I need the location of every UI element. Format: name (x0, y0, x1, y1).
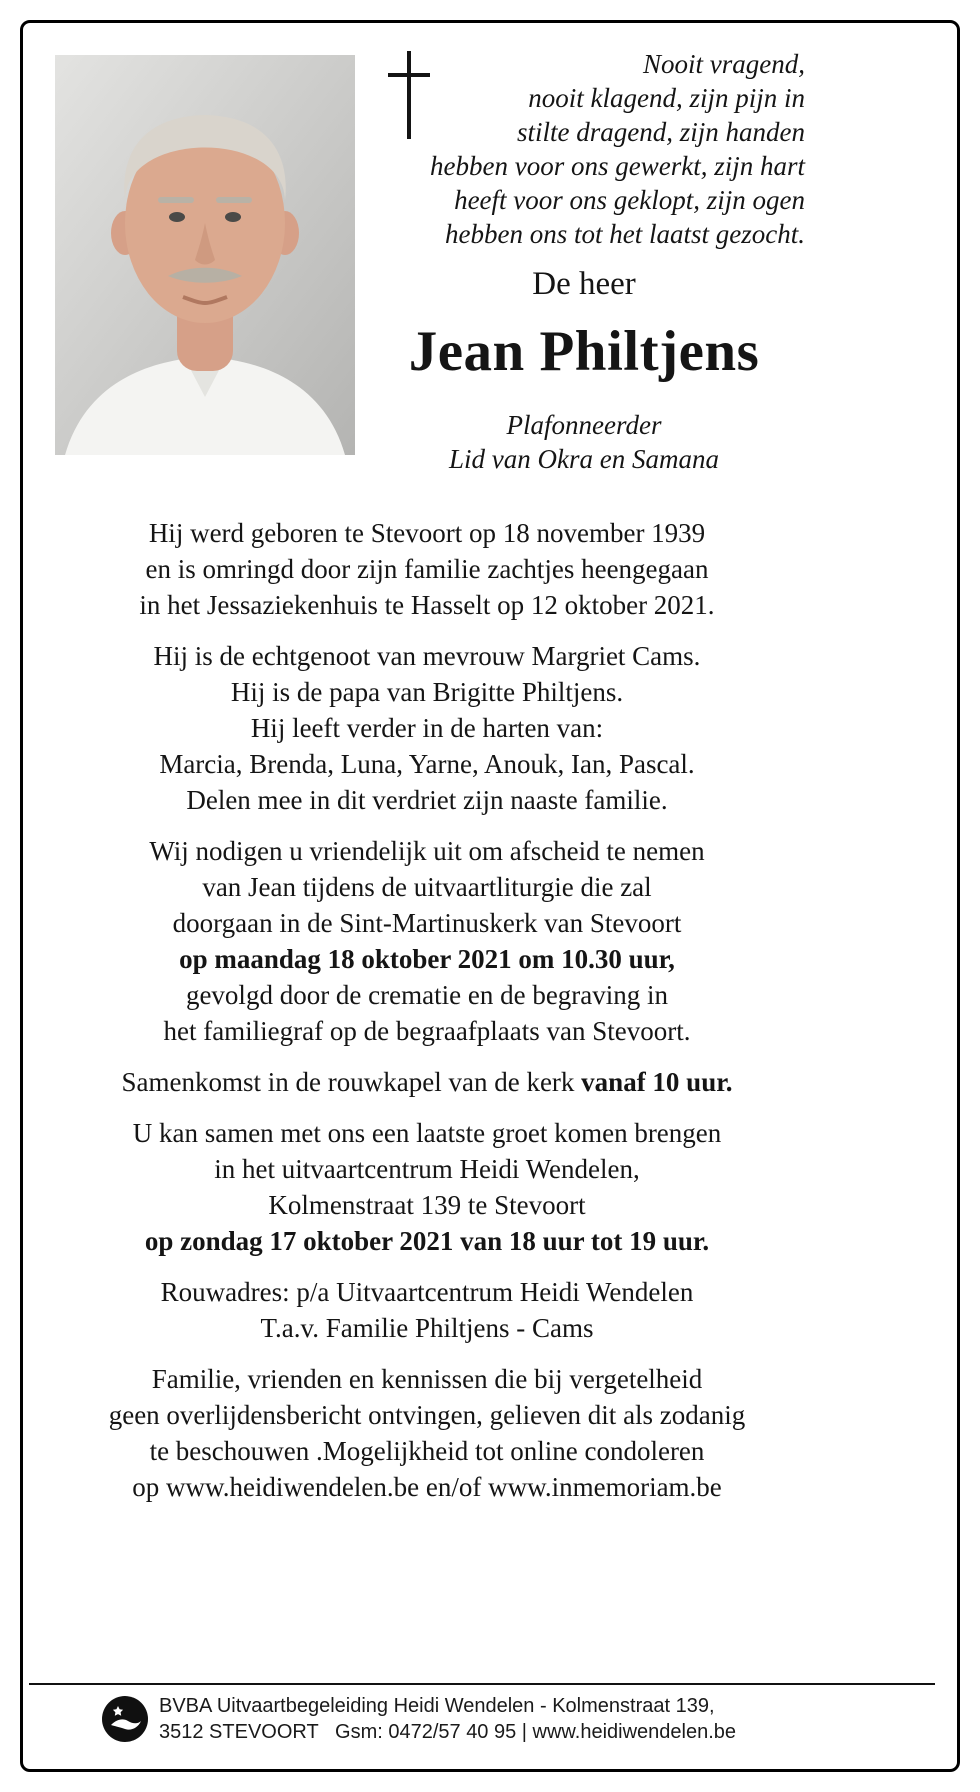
text-line (49, 746, 805, 782)
card-border-frame (20, 20, 960, 1772)
text-line (49, 551, 805, 587)
text-line (49, 1469, 805, 1505)
epigraph-line: heeft voor ons geklopt, zijn ogen (454, 185, 805, 215)
text: Rouwadres: p/a Uitvaartcentrum Heidi Wendelen (160, 1277, 694, 1307)
deceased-portrait-photo (55, 55, 355, 455)
text: Hij is de papa van Brigitte Philtjens. (230, 677, 624, 707)
footer (101, 1693, 736, 1745)
text: Samenkomst in de rouwkapel van de kerk (121, 1067, 582, 1097)
text: Familie, vrienden en kennissen die bij vergetelheid (151, 1364, 703, 1394)
epigraph-line: Nooit vragend, (643, 49, 805, 79)
text: Hij werd geboren te Stevoort op 18 november 1939 (148, 518, 706, 548)
text: het familiegraf op de begraafplaats van Stevoort. (163, 1016, 691, 1046)
bold-text: vanaf 10 uur. (581, 1067, 733, 1097)
footer-text (159, 1693, 736, 1745)
text-line (49, 1115, 805, 1151)
text: Hij is de echtgenoot van mevrouw Margriet Cams. (153, 641, 701, 671)
text-line (49, 869, 805, 905)
text-line (49, 674, 805, 710)
text-line (49, 1310, 805, 1346)
paragraph (49, 833, 805, 1049)
text: doorgaan in de Sint-Martinuskerk van Stevoort (172, 908, 682, 938)
epigraph-line: nooit klagend, zijn pijn in (528, 83, 805, 113)
text-line (49, 1274, 805, 1310)
text: Delen mee in dit verdriet zijn naaste familie. (186, 785, 668, 815)
paragraph (49, 515, 805, 623)
text-line (49, 1187, 805, 1223)
text: Hij leeft verder in de harten van: (250, 713, 604, 743)
text-line (49, 1397, 805, 1433)
text: Wij nodigen u vriendelijk uit om afscheid te nemen (149, 836, 705, 866)
text-line (49, 1151, 805, 1187)
paragraph (49, 1361, 805, 1505)
text-line (49, 977, 805, 1013)
footer-divider (29, 1683, 935, 1685)
text-line (49, 1223, 805, 1259)
footer-line: 3512 STEVOORT Gsm: 0472/57 40 95 | www.heidiwendelen.be (159, 1721, 737, 1743)
bold-text: op maandag 18 oktober 2021 om 10.30 uur, (179, 944, 675, 974)
paragraph (49, 1274, 805, 1346)
paragraph (49, 1115, 805, 1259)
announcement-body (49, 515, 805, 1505)
text-line (49, 833, 805, 869)
text: gevolgd door de crematie en de begraving in (185, 980, 669, 1010)
text-line (49, 1064, 805, 1100)
profession: Plafonneerder (506, 410, 662, 440)
text-line (49, 941, 805, 977)
deceased-name: Jean Philtjens (408, 320, 760, 383)
text-line (49, 515, 805, 551)
funeral-home-logo (101, 1695, 149, 1743)
text-line (49, 1433, 805, 1469)
portrait-illustration (55, 55, 355, 455)
footer-line: BVBA Uitvaartbegeleiding Heidi Wendelen - Kolmenstraat 139, (159, 1695, 715, 1717)
epigraph-line: hebben voor ons gewerkt, zijn hart (430, 151, 805, 181)
text-line (49, 587, 805, 623)
text: U kan samen met ons een laatste groet komen brengen (132, 1118, 722, 1148)
text: en is omringd door zijn familie zachtjes heengegaan (145, 554, 709, 584)
text: Kolmenstraat 139 te Stevoort (268, 1190, 586, 1220)
deceased-header (363, 266, 805, 476)
text-line (49, 905, 805, 941)
text-line (49, 710, 805, 746)
epigraph-lines (383, 47, 805, 251)
text: T.a.v. Familie Philtjens - Cams (260, 1313, 594, 1343)
salutation: De heer (532, 266, 636, 302)
paragraph (49, 638, 805, 818)
text-line (49, 1013, 805, 1049)
paragraph (49, 1064, 805, 1100)
membership: Lid van Okra en Samana (449, 444, 719, 474)
text: van Jean tijdens de uitvaartliturgie die zal (202, 872, 652, 902)
text: op www.heidiwendelen.be en/of www.inmemoriam.be (132, 1472, 722, 1502)
text: Marcia, Brenda, Luna, Yarne, Anouk, Ian, Pascal. (159, 749, 695, 779)
epigraph-line: stilte dragend, zijn handen (517, 117, 805, 147)
bold-text: op zondag 17 oktober 2021 van 18 uur tot 19 uur. (144, 1226, 710, 1256)
text: in het Jessaziekenhuis te Hasselt op 12 oktober 2021. (139, 590, 715, 620)
text-line (49, 638, 805, 674)
text: geen overlijdensbericht ontvingen, gelieven dit als zodanig (108, 1400, 746, 1430)
text-line (49, 1361, 805, 1397)
epigraph-line: hebben ons tot het laatst gezocht. (445, 219, 805, 249)
text: te beschouwen .Mogelijkheid tot online condoleren (149, 1436, 705, 1466)
text-line (49, 782, 805, 818)
text: in het uitvaartcentrum Heidi Wendelen, (214, 1154, 640, 1184)
